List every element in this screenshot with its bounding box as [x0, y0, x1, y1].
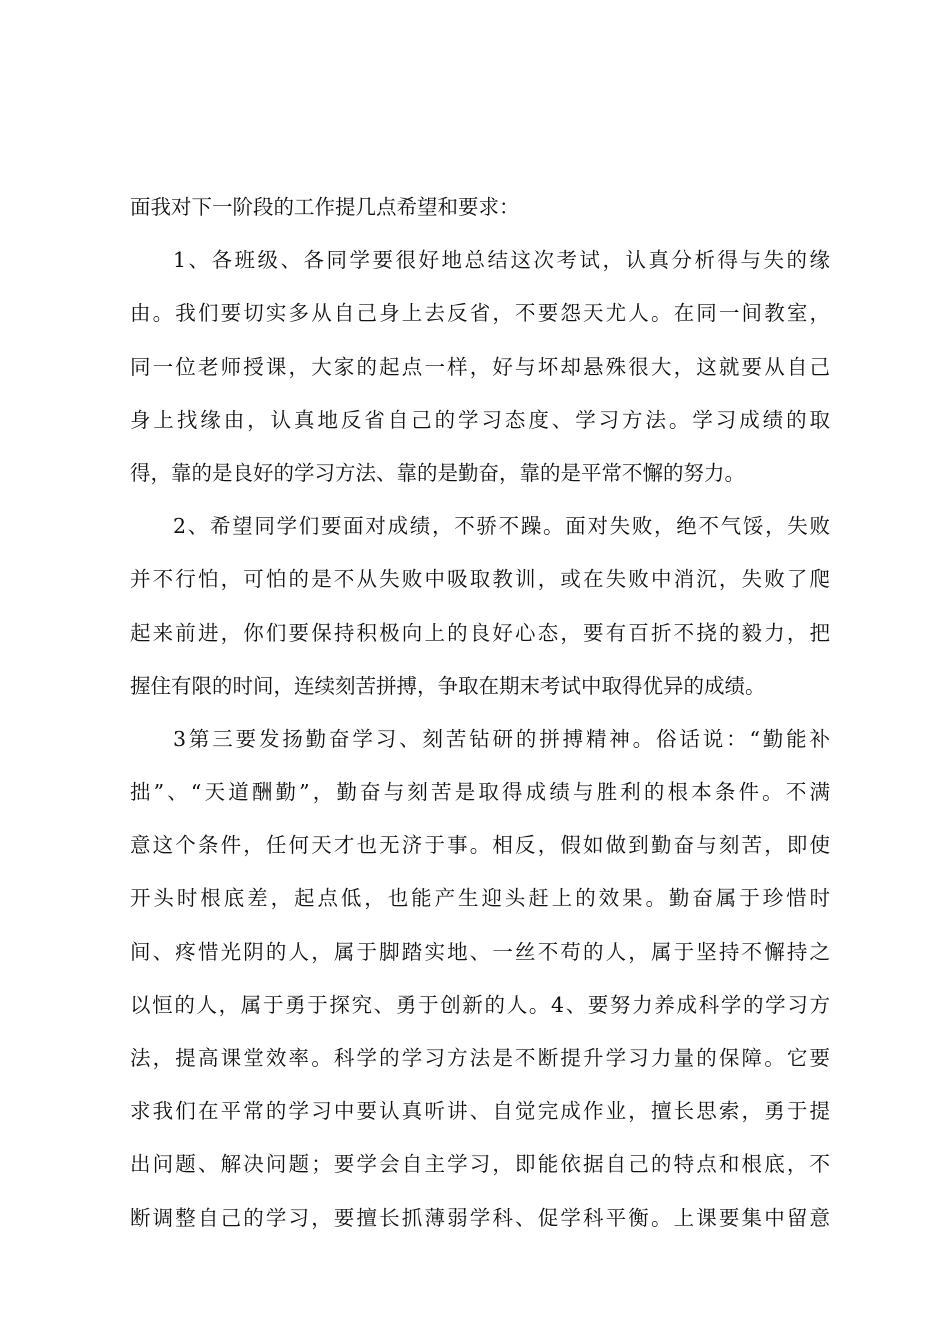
text-line: 起来前进，你们要保持积极向上的良好心态，要有百折不挠的毅力，把 — [130, 620, 830, 645]
text-line: 握住有限的时间，连续刻苦拼搏，争取在期末考试中取得优异的成绩。 — [130, 673, 766, 698]
text-line: 意这个条件，任何天才也无济于事。相反，假如做到勤奋与刻苦，即使 — [130, 833, 830, 858]
text-line: 以恒的人，属于勇于探究、勇于创新的人。4、要努力养成科学的学习方 — [130, 992, 830, 1017]
text-line: 并不行怕，可怕的是不从失败中吸取教训，或在失败中消沉，失败了爬 — [130, 567, 830, 592]
text-line: 由。我们要切实多从自己身上去反省，不要怨天尤人。在同一间教室， — [130, 301, 830, 326]
text-line: 间、疼惜光阴的人，属于脚踏实地、一丝不苟的人，属于坚持不懈持之 — [130, 939, 830, 964]
text-line: 3第三要发扬勤奋学习、刻苦钻研的拼搏精神。俗话说：“勤能补 — [173, 726, 830, 751]
text-line: 得，靠的是良好的学习方法、靠的是勤奋，靠的是平常不懈的努力。 — [130, 460, 745, 485]
text-line: 面我对下一阶段的工作提几点希望和要求： — [130, 195, 520, 219]
text-line: 出问题、解决问题；要学会自主学习，即能依据自己的特点和根底，不 — [130, 1152, 830, 1177]
text-line: 求我们在平常的学习中要认真听讲、自觉完成作业，擅长思索，勇于提 — [130, 1099, 830, 1124]
text-line: 开头时根底差，起点低，也能产生迎头赶上的效果。勤奋属于珍惜时 — [130, 886, 830, 911]
text-line: 断调整自己的学习，要擅长抓薄弱学科、促学科平衡。上课要集中留意 — [130, 1205, 830, 1230]
text-line: 2、希望同学们要面对成绩，不骄不躁。面对失败，绝不气馁，失败 — [173, 514, 830, 539]
document-body — [130, 186, 830, 1250]
text-line: 法，提高课堂效率。科学的学习方法是不断提升学习力量的保障。它要 — [130, 1046, 830, 1070]
text-line: 身上找缘由，认真地反省自己的学习态度、学习方法。学习成绩的取 — [130, 407, 830, 432]
text-line: 拙”、“天道酬勤”，勤奋与刻苦是取得成绩与胜利的根本条件。不满 — [130, 780, 830, 805]
text-line: 1、各班级、各同学要很好地总结这次考试，认真分析得与失的缘 — [173, 248, 830, 273]
text-line: 同一位老师授课，大家的起点一样，好与坏却悬殊很大，这就要从自己 — [130, 354, 830, 379]
